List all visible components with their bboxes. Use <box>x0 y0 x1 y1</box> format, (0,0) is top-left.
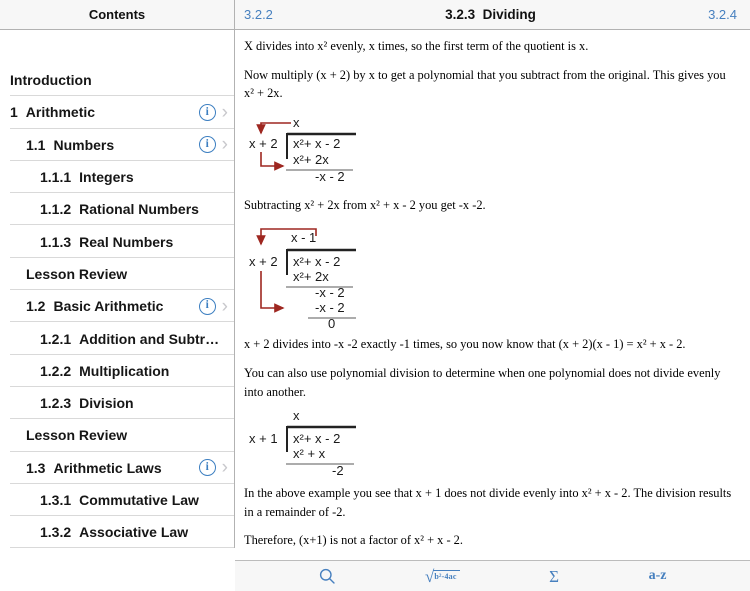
toc-item-label: Lesson Review <box>26 265 128 282</box>
sidebar-item-basic-arithmetic[interactable] <box>0 290 234 322</box>
sidebar-item-lesson-review-1[interactable] <box>0 258 234 290</box>
toc-item-label: Addition and Subtr… <box>79 330 220 347</box>
paragraph: Therefore, (x+1) is not a factor of x² + x - 2. <box>244 533 463 548</box>
dividend: x²+ x - 2 <box>293 254 341 270</box>
sidebar-item-integers[interactable] <box>0 161 234 193</box>
sidebar-item-addition-subtraction[interactable] <box>0 322 234 354</box>
chevron-right-icon: › <box>221 457 228 479</box>
contents-sidebar <box>0 30 235 548</box>
content-column <box>235 30 750 586</box>
toc-item-number: 1.2.3 <box>40 395 72 412</box>
toc-item-number: 1.3 <box>26 459 46 476</box>
divisor: x + 1 <box>249 431 278 447</box>
toc-item-number: 1.1.2 <box>40 201 72 218</box>
bottom-toolbar <box>235 560 750 591</box>
toc-item-label: Commutative Law <box>79 492 199 508</box>
section-header <box>235 0 750 29</box>
formula-button[interactable] <box>419 566 466 587</box>
info-icon[interactable]: i <box>199 459 216 476</box>
subtracted-term: x²+ 2x <box>293 269 329 285</box>
remainder-row: -x - 2 <box>315 168 345 184</box>
toc-item-number: 1.1 <box>26 136 46 153</box>
top-navigation-bar <box>0 0 750 30</box>
radical-sign: √ <box>425 566 435 586</box>
sidebar-item-arithmetic[interactable] <box>0 96 234 128</box>
subtracted-term-2: -x - 2 <box>315 300 345 316</box>
toc-item-label: Basic Arithmetic <box>53 298 164 315</box>
red-arrow-down <box>261 123 291 133</box>
division-diagram-3 <box>244 407 384 479</box>
paragraph: X divides into x² evenly, x times, so the first term of the quotient is x. <box>244 39 589 53</box>
toc-item-label: Integers <box>79 169 134 186</box>
toc-item-label: Introduction <box>10 72 92 89</box>
toc-item-label: Numbers <box>53 136 115 153</box>
sidebar-item-rational-numbers[interactable] <box>0 193 234 225</box>
red-arrow-right <box>261 271 283 308</box>
search-icon <box>319 568 336 585</box>
subtracted-term: x²+ 2x <box>293 151 329 167</box>
page-title: 3.2.3 Dividing <box>445 7 536 22</box>
toc-item-number: 1 <box>10 104 18 121</box>
a-to-z-icon: a-z <box>648 568 667 584</box>
toc-item-number: 1.2.2 <box>40 362 72 379</box>
toc-item-label: Arithmetic <box>25 104 96 121</box>
divisor: x + 2 <box>249 135 278 151</box>
dividend: x²+ x - 2 <box>293 431 341 447</box>
sidebar-item-numbers[interactable] <box>0 129 234 161</box>
quotient-term: x <box>293 408 300 424</box>
toc-item-number: 1.3.2 <box>40 524 72 541</box>
paragraph: In the above example you see that x + 1 does not divide evenly into x² + x - 2. The division results in a remainder of -2. <box>244 486 732 519</box>
divisor: x + 2 <box>249 254 278 270</box>
info-icon[interactable]: i <box>199 104 216 121</box>
sigma-icon: Σ <box>549 566 560 586</box>
prev-section-link[interactable]: 3.2.2 <box>244 7 273 22</box>
dividend: x²+ x - 2 <box>293 135 341 151</box>
paragraph: Subtracting x² + 2x from x² + x - 2 you get -x -2. <box>244 197 486 212</box>
sidebar-item-commutative-law[interactable] <box>0 484 234 516</box>
toc-item-label: Division <box>79 395 134 412</box>
sidebar-item-arithmetic-laws[interactable] <box>0 452 234 484</box>
toc-item-number: 1.3.1 <box>40 492 72 508</box>
info-icon[interactable]: i <box>199 136 216 153</box>
quadratic-formula-icon <box>425 568 460 585</box>
chevron-right-icon: › <box>221 101 228 123</box>
quotient-term: x <box>293 114 300 130</box>
sidebar-item-division[interactable] <box>0 387 234 419</box>
sidebar-item-associative-law[interactable] <box>0 516 234 548</box>
remainder-row: 0 <box>328 316 336 332</box>
paragraph: Now multiply (x + 2) by x to get a polynomial that you subtract from the original. This gives you x² + 2x. <box>244 67 726 101</box>
quotient-term: x - 1 <box>291 230 317 246</box>
chevron-right-icon: › <box>221 134 228 156</box>
division-diagram-1 <box>244 113 384 191</box>
division-diagram-2 <box>244 224 384 330</box>
lesson-content <box>235 30 750 560</box>
paragraph: x + 2 divides into -x -2 exactly -1 times, so you now know that (x + 2)(x - 1) = x² + x - 2. <box>244 337 686 352</box>
sidebar-item-real-numbers[interactable] <box>0 225 234 257</box>
difference-row: -x - 2 <box>315 285 345 301</box>
toc-item-number: 1.1.1 <box>40 169 72 186</box>
sidebar-item-multiplication[interactable] <box>0 355 234 387</box>
remainder-row: -2 <box>332 463 344 479</box>
sidebar-item-lesson-review-2[interactable] <box>0 419 234 451</box>
toc-item-number: 1.2.1 <box>40 330 72 347</box>
toc-item-number: 1.2 <box>26 298 46 315</box>
toc-item-number: 1.1.3 <box>40 233 72 250</box>
toc-item-label: Multiplication <box>79 362 170 379</box>
next-section-link[interactable]: 3.2.4 <box>708 7 737 22</box>
radicand-text: b²-4ac <box>433 570 459 581</box>
sum-button[interactable] <box>543 566 565 587</box>
toc-item-label: Real Numbers <box>79 233 174 250</box>
toc-item-label: Rational Numbers <box>79 201 199 218</box>
subtracted-term: x² + x <box>293 446 326 462</box>
red-arrow-right <box>261 152 283 166</box>
toc-item-label: Arithmetic Laws <box>53 459 162 476</box>
paragraph: You can also use polynomial division to determine when one polynomial does not divide evenly into another. <box>244 366 721 399</box>
toc-item-label: Associative Law <box>79 524 189 541</box>
toc-item-label: Lesson Review <box>26 427 128 444</box>
contents-header <box>0 0 235 29</box>
sidebar-item-introduction[interactable] <box>0 64 234 96</box>
info-icon[interactable]: i <box>199 298 216 315</box>
glossary-button[interactable] <box>643 567 673 585</box>
chevron-right-icon: › <box>221 295 228 317</box>
contents-title: Contents <box>88 7 146 22</box>
search-button[interactable] <box>313 566 342 587</box>
